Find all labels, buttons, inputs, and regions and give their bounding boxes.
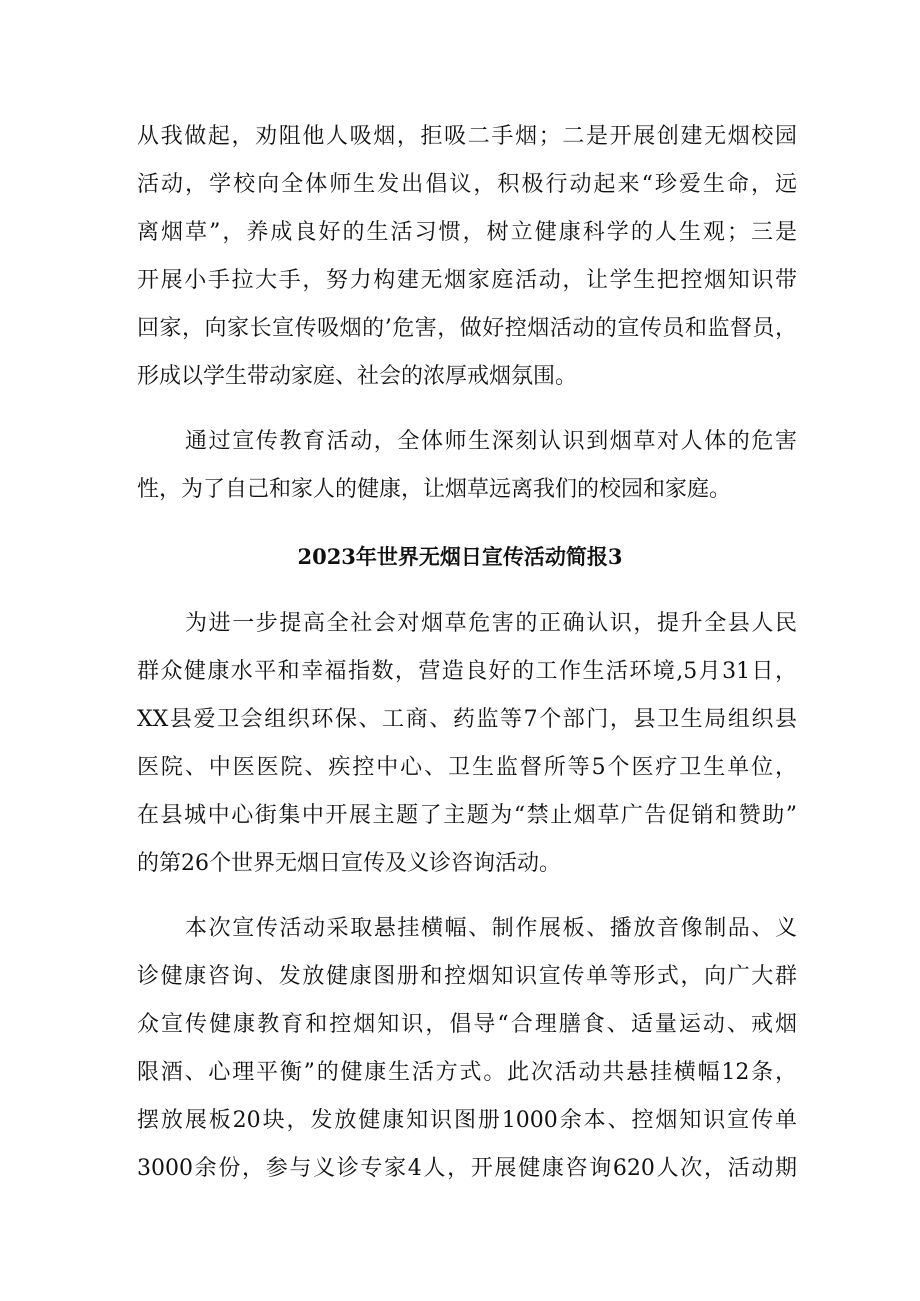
paragraph-4-line-6: 3000余份，参与义诊专家4人，开展健康咨询620人次，活动期 xyxy=(137,1156,797,1181)
paragraph-4-line-4: 限酒、心理平衡”的健康生活方式。此次活动共悬挂横幅12条， xyxy=(137,1060,797,1085)
paragraph-1-line-1: 从我做起，劝阻他人吸烟，拒吸二手烟；二是开展创建无烟校园 xyxy=(137,124,797,149)
paragraph-2-line-1: 通过宣传教育活动，全体师生深刻认识到烟草对人体的危害 xyxy=(185,429,797,454)
paragraph-1-line-6: 形成以学生带动家庭、社会的浓厚戒烟氛围。 xyxy=(137,364,578,389)
paragraph-1-line-2: 活动，学校向全体师生发出倡议，积极行动起来“珍爱生命，远 xyxy=(137,172,797,197)
paragraph-4-line-5: 摆放展板20块，发放健康知识图册1000余本、控烟知识宣传单 xyxy=(137,1108,797,1133)
paragraph-3-line-4: 医院、中医医院、疾控中心、卫生监督所等5个医疗卫生单位， xyxy=(137,755,797,780)
paragraph-3-line-6: 的第26个世界无烟日宣传及义诊咨询活动。 xyxy=(137,851,561,876)
paragraph-3-line-1: 为进一步提高全社会对烟草危害的正确认识，提升全县人民 xyxy=(185,611,797,636)
paragraph-4-line-1: 本次宣传活动采取悬挂横幅、制作展板、播放音像制品、义 xyxy=(185,916,797,941)
section-heading: 2023年世界无烟日宣传活动简报3 xyxy=(297,544,623,569)
paragraph-3-line-5: 在县城中心街集中开展主题了主题为“禁止烟草广告促销和赞助” xyxy=(137,803,797,828)
paragraph-4-line-2: 诊健康咨询、发放健康图册和控烟知识宣传单等形式，向广大群 xyxy=(137,964,797,989)
paragraph-1-line-4: 开展小手拉大手，努力构建无烟家庭活动，让学生把控烟知识带 xyxy=(137,268,797,293)
paragraph-1-line-5: 回家，向家长宣传吸烟的’危害，做好控烟活动的宣传员和监督员， xyxy=(137,316,797,341)
paragraph-4-line-3: 众宣传健康教育和控烟知识，倡导“合理膳食、适量运动、戒烟 xyxy=(137,1012,797,1037)
paragraph-3-line-3: XX县爱卫会组织环保、工商、药监等7个部门，县卫生局组织县 xyxy=(137,707,797,732)
paragraph-1-line-3: 离烟草”，养成良好的生活习惯，树立健康科学的人生观；三是 xyxy=(137,220,797,245)
paragraph-2-line-2: 性，为了自己和家人的健康，让烟草远离我们的校园和家庭。 xyxy=(137,477,732,502)
paragraph-3-line-2: 群众健康水平和幸福指数，营造良好的工作生活环境,5月31日， xyxy=(137,659,797,684)
